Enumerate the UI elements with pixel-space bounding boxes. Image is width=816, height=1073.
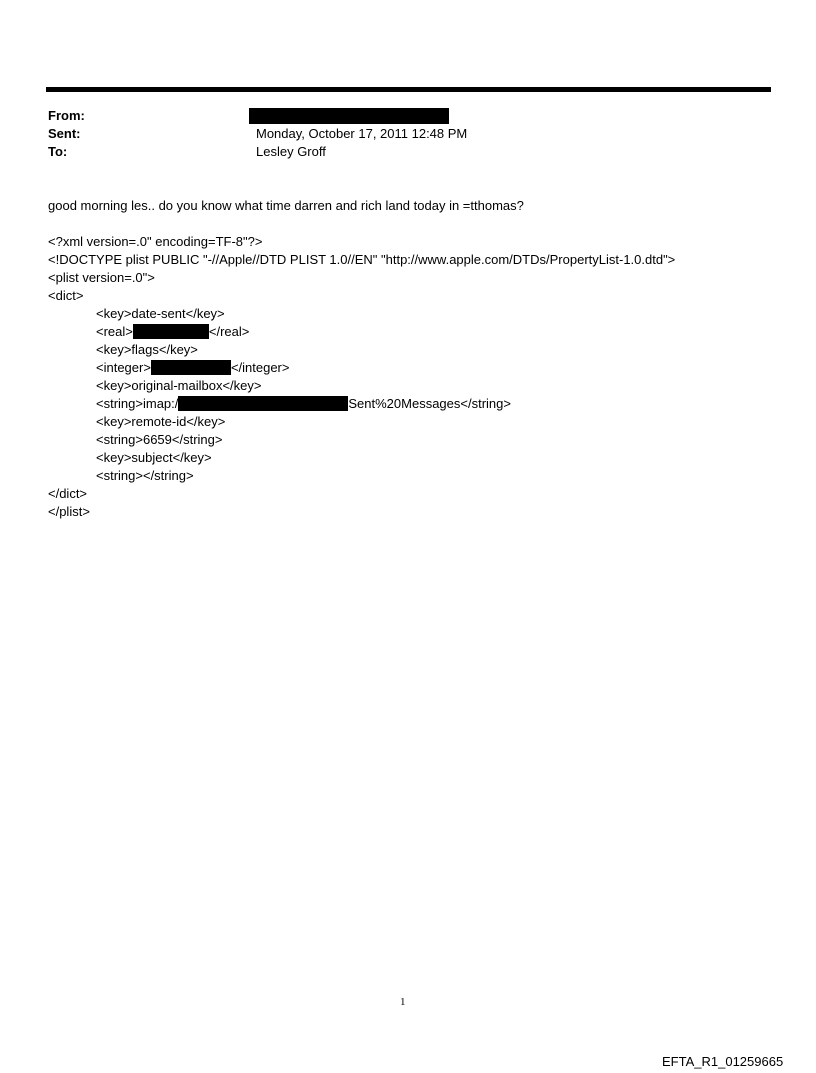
- from-label: From:: [48, 108, 85, 123]
- dict-close: </dict>: [48, 486, 88, 501]
- key-flags: <key>flags</key>: [96, 342, 198, 357]
- message-body: good morning les.. do you know what time darren and rich land today in =tthomas?: [48, 198, 524, 213]
- imap-redaction: [178, 396, 348, 411]
- integer-close-tag: </integer>: [230, 360, 290, 375]
- string-imap-close: Sent%20Messages</string>: [348, 396, 511, 411]
- real-line: [96, 323, 249, 341]
- document-id: EFTA_R1_01259665: [662, 1054, 784, 1069]
- key-remote-id: <key>remote-id</key>: [96, 414, 226, 429]
- doctype-line: <!DOCTYPE plist PUBLIC "-//Apple//DTD PLIST 1.0//EN" "http://www.apple.com/DTDs/PropertyList-1.0.dtd">: [48, 252, 676, 267]
- integer-line: [96, 359, 289, 377]
- header-rule: [46, 87, 771, 92]
- dict-open: <dict>: [48, 288, 84, 303]
- xml-declaration: <?xml version=.0" encoding=TF-8"?>: [48, 234, 263, 249]
- page-number: 1: [400, 996, 406, 1008]
- key-original-mailbox: <key>original-mailbox</key>: [96, 378, 262, 393]
- key-date-sent: <key>date-sent</key>: [96, 306, 225, 321]
- string-imap-open: <string>imap:/: [96, 396, 179, 411]
- from-redaction: [249, 108, 449, 124]
- key-subject: <key>subject</key>: [96, 450, 212, 465]
- string-subject: <string></string>: [96, 468, 194, 483]
- real-redaction: [133, 324, 209, 339]
- sent-label: Sent:: [48, 126, 81, 141]
- string-imap-line: [96, 395, 511, 413]
- plist-open: <plist version=.0">: [48, 270, 155, 285]
- to-value: Lesley Groff: [256, 144, 326, 159]
- to-label: To:: [48, 144, 68, 159]
- plist-close: </plist>: [48, 504, 90, 519]
- sent-value: Monday, October 17, 2011 12:48 PM: [256, 126, 468, 141]
- real-open-tag: <real>: [96, 324, 133, 339]
- real-close-tag: </real>: [208, 324, 250, 339]
- integer-redaction: [151, 360, 231, 375]
- string-remote-id: <string>6659</string>: [96, 432, 223, 447]
- integer-open-tag: <integer>: [96, 360, 151, 375]
